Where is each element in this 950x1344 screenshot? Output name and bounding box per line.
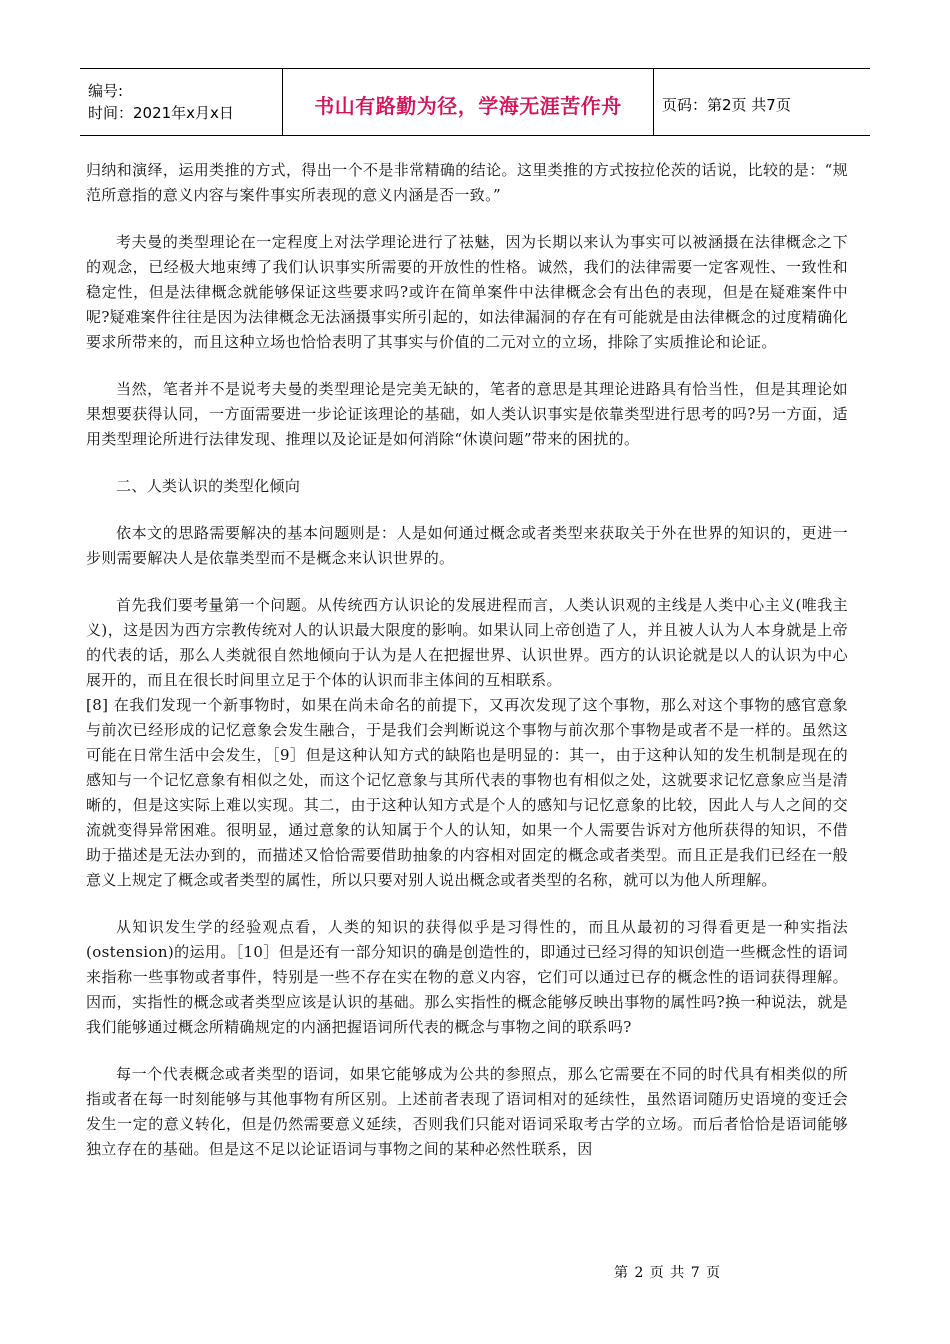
- section-heading: 二、人类认识的类型化倾向: [116, 477, 301, 495]
- header-page-info-cell: [654, 69, 870, 135]
- page-footer: 第 2 页 共 7 页: [614, 1265, 722, 1281]
- body-paragraph: 依本文的思路需要解决的基本问题则是：人是如何通过概念或者类型来获取关于外在世界的知识的，更进一步则需要解决人是依靠类型而不是概念来认识世界的。: [86, 524, 848, 567]
- document-body: [86, 158, 848, 1184]
- header-meta: [80, 69, 282, 135]
- body-paragraph: [8] 在我们发现一个新事物时，如果在尚未命名的前提下，又再次发现了这个事物，那么对这个事物的感官意象与前次已经形成的记忆意象会发生融合，于是我们会判断说这个事物与前次那个事物是或者不是一样的。虽然这可能在日常生活中会发生，［9］但是这种认知方式的缺陷也是明显的：其一，由于这种认知的发生机制是现在的感知与一个记忆意象有相似之处，而这个记忆意象与其所代表的事物也有相似之处，这就要求记忆意象应当是清晰的，但是这实际上难以实现。其二，由于这种认知方式是个人的感知与记忆意象的比较，因此人与人之间的交流就变得异常困难。很明显，通过意象的认知属于个人的认知，如果一个人需要告诉对方他所获得的知识，不借助于描述是无法办到的，而描述又恰恰需要借助抽象的内容相对固定的概念或者类型。而且正是我们已经在一般意义上规定了概念或者类型的属性，所以只要对别人说出概念或者类型的名称，就可以为他人所理解。: [86, 696, 848, 889]
- body-paragraph: 考夫曼的类型理论在一定程度上对法学理论进行了祛魅，因为长期以来认为事实可以被涵摄在法律概念之下的观念，已经极大地束缚了我们认识事实所需要的开放性的性格。诚然，我们的法律需要一定客观性、一致性和稳定性，但是法律概念就能够保证这些要求吗?或许在简单案件中法律概念会有出色的表现，但是在疑难案件中呢?疑难案件往往是因为法律概念无法涵摄事实所引起的，如法律漏洞的存在有可能就是由法律概念的过度精确化要求所带来的，而且这种立场也恰恰表明了其事实与价值的二元对立的立场，排除了实质推论和论证。: [86, 233, 848, 351]
- document-number-label: 编号:: [88, 82, 124, 100]
- header-motto-cell: [282, 69, 654, 135]
- body-paragraph: 当然，笔者并不是说考夫曼的类型理论是完美无缺的，笔者的意思是其理论进路具有恰当性，但是其理论如果想要获得认同，一方面需要进一步论证该理论的基础，如人类认识事实是依靠类型进行思考的吗?另一方面，适用类型理论所进行法律发现、推理以及论证是如何消除“休谟问题”带来的困扰的。: [86, 380, 848, 448]
- header-page-info: 页码：第2页 共7页: [662, 95, 791, 114]
- header-motto: 书山有路勤为径，学海无涯苦作舟: [314, 93, 622, 118]
- body-paragraph: 首先我们要考量第一个问题。从传统西方认识论的发展进程而言，人类认识观的主线是人类中心主义(唯我主义)，这是因为西方宗教传统对人的认识最大限度的影响。如果认同上帝创造了人，并且被人认为人本身就是上帝的代表的话，那么人类就很自然地倾向于认为是人在把握世界、认识世界。西方的认识论就是以人的认识为中心展开的，而且在很长时间里立足于个体的认识而非主体间的互相联系。: [86, 596, 848, 689]
- body-paragraph: 归纳和演绎，运用类推的方式，得出一个不是非常精确的结论。这里类推的方式按拉伦茨的话说，比较的是：“规范所意指的意义内容与案件事实所表现的意义内涵是否一致。”: [86, 161, 848, 204]
- body-paragraph: 从知识发生学的经验观点看，人类的知识的获得似乎是习得性的，而且从最初的习得看更是一种实指法(ostension)的运用。［10］但是还有一部分知识的确是创造性的，即通过已经习得的知识创造一些概念性的语词来指称一些事物或者事件，特别是一些不存在实在物的意义内容，它们可以通过已存的概念性的语词获得理解。因而，实指性的概念或者类型应该是认识的基础。那么实指性的概念能够反映出事物的属性吗?换一种说法，就是我们能够通过概念所精确规定的内涵把握语词所代表的概念与事物之间的联系吗?: [86, 918, 848, 1036]
- page-header: [80, 68, 870, 136]
- body-paragraph: 每一个代表概念或者类型的语词，如果它能够成为公共的参照点，那么它需要在不同的时代具有相类似的所指或者在每一时刻能够与其他事物有所区别。上述前者表现了语词相对的延续性，虽然语词随历史语境的变迁会发生一定的意义转化，但是仍然需要意义延续，否则我们只能对语词采取考古学的立场。而后者恰恰是语词能够独立存在的基础。但是这不足以论证语词与事物之间的某种必然性联系，因: [86, 1065, 848, 1158]
- document-time-label: 时间：2021年x月x日: [88, 104, 234, 122]
